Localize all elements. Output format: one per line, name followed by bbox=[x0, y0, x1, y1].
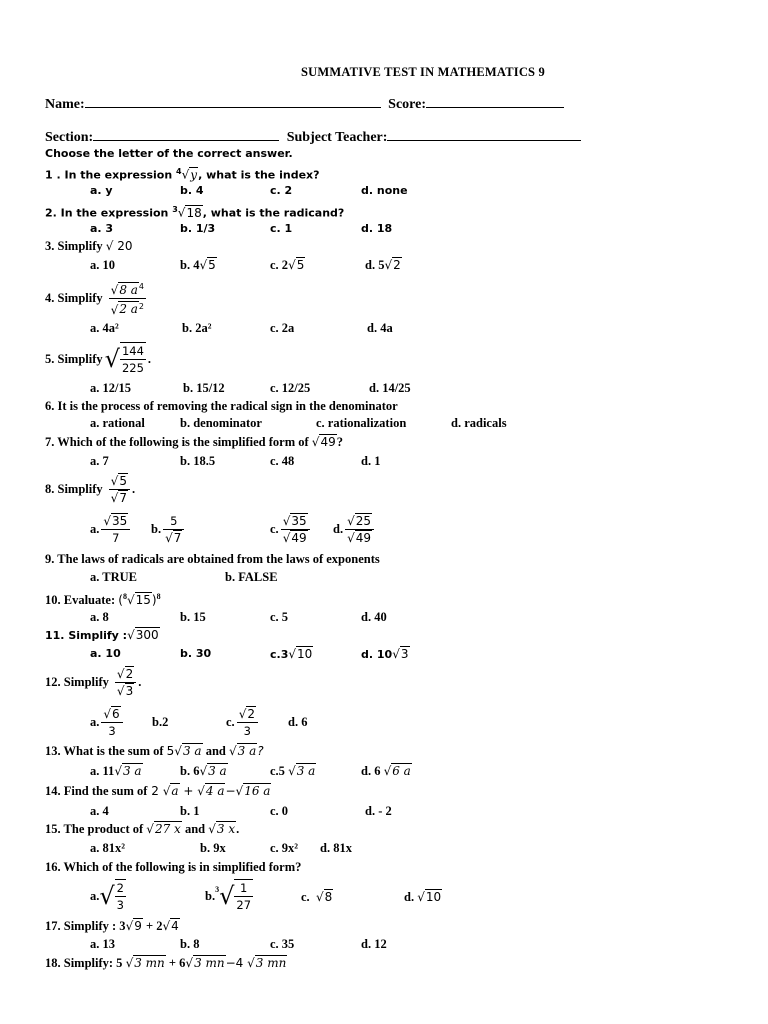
q2-choice-c[interactable]: c. 1 bbox=[270, 222, 293, 235]
section-label: Section: bbox=[45, 130, 94, 145]
q6-choice-d[interactable]: d. radicals bbox=[451, 416, 507, 430]
q7-stem: 7. Which of the following is the simplified form of bbox=[45, 435, 309, 449]
q2-stem: 2. In the expression bbox=[45, 206, 169, 220]
q15-choice-c[interactable]: c. 9x² bbox=[270, 841, 299, 855]
q6-choice-c[interactable]: c. rationalization bbox=[316, 416, 407, 430]
question-16: 16. Which of the following is in simplified form? bbox=[45, 860, 302, 874]
q12-stem: 12. Simplify bbox=[45, 675, 109, 689]
q16-choice-d[interactable]: d. √10 bbox=[404, 890, 442, 904]
q14-choice-d[interactable]: d. - 2 bbox=[365, 804, 392, 818]
question-8: 8. Simplify $\frac{√5}{√7}$ . bbox=[45, 473, 136, 505]
name-field[interactable] bbox=[85, 95, 381, 108]
question-13: 13. What is the sum of 5√3 a and √3 a? bbox=[45, 744, 264, 758]
q4-choice-d[interactable]: d. 4a bbox=[367, 321, 393, 335]
q15-stem: 15. The product of bbox=[45, 822, 144, 836]
q13-stem: 13. What is the sum of bbox=[45, 744, 164, 758]
question-17: 17. Simplify : 3√9 + 2√4 bbox=[45, 919, 179, 933]
name-row bbox=[45, 95, 564, 113]
q16-choice-b[interactable]: b. $^3$ √ $\frac{1}{27}$ bbox=[205, 881, 252, 912]
q1-radicand: y bbox=[190, 167, 198, 182]
q4-choice-c[interactable]: c. 2a bbox=[270, 321, 295, 335]
q11-choice-b[interactable]: b. 30 bbox=[180, 647, 212, 660]
question-7: 7. Which of the following is the simplified form of √49? bbox=[45, 435, 343, 449]
q11-choice-c[interactable]: c.3√10 bbox=[270, 647, 313, 661]
q12-choice-b[interactable]: b.2 bbox=[152, 715, 169, 729]
q7-choice-c[interactable]: c. 48 bbox=[270, 454, 295, 468]
q12-choice-d[interactable]: d. 6 bbox=[288, 715, 308, 729]
question-12: 12. Simplify $\frac{√2}{√3}$ . bbox=[45, 666, 142, 698]
q7-choice-d[interactable]: d. 1 bbox=[361, 454, 381, 468]
q17-choice-d[interactable]: d. 12 bbox=[361, 937, 387, 951]
q17-choice-a[interactable]: a. 13 bbox=[90, 937, 115, 951]
q4-fraction: $\frac{√8 a^4}{√2 a^2}$ bbox=[109, 279, 146, 318]
q4-stem: 4. Simplify bbox=[45, 291, 103, 305]
q5-choice-a[interactable]: a. 12/15 bbox=[90, 381, 131, 395]
question-2: 2. In the expression $^3$√18, what is the radicand? bbox=[45, 205, 345, 220]
q8-choice-d[interactable]: d. $\frac{√25}{√49}$ bbox=[333, 510, 376, 548]
q4-choice-b[interactable]: b. 2a² bbox=[182, 321, 212, 335]
q13-choice-c[interactable]: c.5 √3 a bbox=[270, 764, 316, 778]
q17-choice-b[interactable]: b. 8 bbox=[180, 937, 200, 951]
question-15: 15. The product of √27 x and √3 x. bbox=[45, 822, 240, 836]
q2-tail: , what is the radicand? bbox=[202, 206, 345, 220]
q1-tail: , what is the index? bbox=[198, 168, 320, 182]
q12-fraction: $\frac{√2}{√3}$ bbox=[115, 666, 136, 699]
q5-fraction: $\frac{144}{225}$ bbox=[121, 344, 144, 375]
q1-stem: 1 . In the expression bbox=[45, 168, 173, 182]
q5-choice-c[interactable]: c. 12/25 bbox=[270, 381, 311, 395]
q14-choice-b[interactable]: b. 1 bbox=[180, 804, 200, 818]
question-10: 10. Evaluate: $(^8√15)^8$ bbox=[45, 592, 161, 608]
q2-choice-d[interactable]: d. 18 bbox=[361, 222, 393, 235]
q1-choice-d[interactable]: d. none bbox=[361, 184, 408, 197]
q3-choice-a[interactable]: a. 10 bbox=[90, 258, 115, 272]
q2-choice-b[interactable]: b. 1/3 bbox=[180, 222, 216, 235]
q7-radicand: 49 bbox=[320, 435, 336, 449]
q10-choice-d[interactable]: d. 40 bbox=[361, 610, 387, 624]
teacher-label: Subject Teacher: bbox=[286, 130, 388, 145]
q16-choice-a[interactable]: a. √ $\frac{2}{3}$ bbox=[90, 881, 124, 912]
q6-choice-a[interactable]: a. rational bbox=[90, 416, 145, 430]
q3-choice-d[interactable]: d. 5√2 bbox=[365, 258, 401, 272]
question-18: 18. Simplify: 5 √3 mn + 6√3 mn−4 √3 mn bbox=[45, 956, 287, 970]
q13-choice-a[interactable]: a. 11√3 a bbox=[90, 764, 142, 778]
q1-choice-c[interactable]: c. 2 bbox=[270, 184, 293, 197]
question-9: 9. The laws of radicals are obtained from the laws of exponents bbox=[45, 552, 380, 566]
q4-choice-a[interactable]: a. 4a² bbox=[90, 321, 119, 335]
q8-fraction: $\frac{√5}{√7}$ bbox=[109, 473, 130, 506]
q7-choice-a[interactable]: a. 7 bbox=[90, 454, 109, 468]
q1-choice-a[interactable]: a. y bbox=[90, 184, 113, 197]
q9-choice-a[interactable]: a. TRUE bbox=[90, 570, 138, 584]
q8-choice-b[interactable]: b. $\frac{5}{√7}$ bbox=[151, 510, 186, 548]
q10-stem: 10. Evaluate: bbox=[45, 593, 116, 608]
q3-expression: √ 20 bbox=[105, 239, 133, 253]
q5-choice-d[interactable]: d. 14/25 bbox=[369, 381, 411, 395]
q15-choice-a[interactable]: a. 81x² bbox=[90, 841, 125, 855]
q1-index: 4 bbox=[176, 167, 182, 176]
q15-choice-b[interactable]: b. 9x bbox=[200, 841, 226, 855]
q2-radicand: 18 bbox=[186, 205, 202, 220]
q18-stem: 18. Simplify: 5 bbox=[45, 956, 126, 970]
q17-choice-c[interactable]: c. 35 bbox=[270, 937, 295, 951]
question-5: 5. Simplify √ $\frac{144}{225}$ . bbox=[45, 344, 152, 375]
q8-choice-c[interactable]: c. $\frac{√35}{√49}$ bbox=[270, 510, 312, 548]
section-field[interactable] bbox=[93, 128, 279, 141]
score-label: Score: bbox=[388, 97, 426, 112]
question-1: 1 . In the expression $^4$√y, what is the index? bbox=[45, 167, 320, 182]
q17-stem: 17. Simplify : 3 bbox=[45, 919, 126, 933]
q6-choice-b[interactable]: b. denominator bbox=[180, 416, 262, 430]
q8-stem: 8. Simplify bbox=[45, 482, 103, 496]
question-11: 11. Simplify :√300 bbox=[45, 628, 159, 642]
q16-choice-c[interactable]: c. √8 bbox=[301, 890, 333, 904]
q2-choice-a[interactable]: a. 3 bbox=[90, 222, 114, 235]
q13-choice-d[interactable]: d. 6 √6 a bbox=[361, 764, 411, 778]
q14-choice-c[interactable]: c. 0 bbox=[270, 804, 289, 818]
section-row bbox=[45, 128, 581, 146]
q10-choice-c[interactable]: c. 5 bbox=[270, 610, 289, 624]
q3-stem: 3. Simplify bbox=[45, 239, 103, 253]
q13-choice-b[interactable]: b. 6√3 a bbox=[180, 764, 227, 778]
q11-choice-d[interactable]: d. 10√3 bbox=[361, 647, 409, 661]
q11-stem: 11. Simplify : bbox=[45, 629, 128, 642]
teacher-field[interactable] bbox=[387, 128, 581, 141]
q3-choice-b[interactable]: b. 4√5 bbox=[180, 258, 216, 272]
score-field[interactable] bbox=[426, 95, 564, 108]
q14-stem: 14. Find the sum of bbox=[45, 784, 148, 798]
q10-choice-a[interactable]: a. 8 bbox=[90, 610, 109, 624]
q14-choice-a[interactable]: a. 4 bbox=[90, 804, 109, 818]
q10-choice-b[interactable]: b. 15 bbox=[180, 610, 206, 624]
q15-choice-d[interactable]: d. 81x bbox=[320, 841, 352, 855]
q9-choice-b[interactable]: b. FALSE bbox=[225, 570, 278, 584]
q8-choice-a[interactable]: a. $\frac{√35}{7}$ bbox=[90, 510, 132, 548]
question-3 bbox=[45, 238, 133, 254]
instructions: Choose the letter of the correct answer. bbox=[45, 147, 293, 160]
name-label: Name: bbox=[45, 97, 85, 112]
q7-choice-b[interactable]: b. 18.5 bbox=[180, 454, 216, 468]
q3-choice-c[interactable]: c. 2√5 bbox=[270, 258, 305, 272]
question-4 bbox=[45, 278, 148, 318]
q2-index: 3 bbox=[172, 205, 178, 214]
page-title: SUMMATIVE TEST IN MATHEMATICS 9 bbox=[301, 65, 545, 79]
q12-choice-a[interactable]: a. $\frac{√6}{3}$ bbox=[90, 703, 125, 741]
q5-stem: 5. Simplify bbox=[45, 352, 103, 366]
q12-choice-c[interactable]: c. $\frac{√2}{3}$ bbox=[226, 703, 260, 741]
question-6: 6. It is the process of removing the radical sign in the denominator bbox=[45, 399, 398, 413]
q5-choice-b[interactable]: b. 15/12 bbox=[183, 381, 225, 395]
question-14: 14. Find the sum of 2 √a + √4 a−√16 a bbox=[45, 784, 271, 798]
q11-choice-a[interactable]: a. 10 bbox=[90, 647, 121, 660]
q1-choice-b[interactable]: b. 4 bbox=[180, 184, 204, 197]
